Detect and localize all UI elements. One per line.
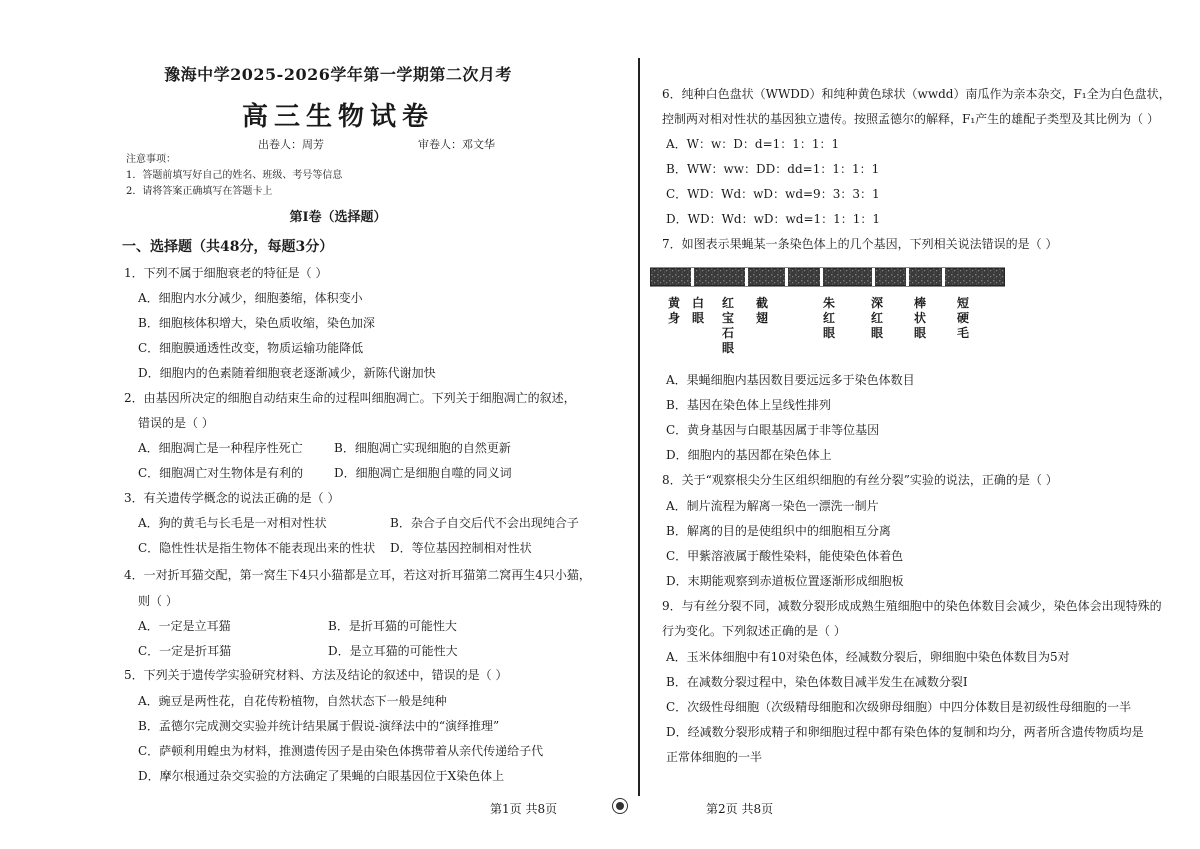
question-7-option-b: B．基因在染色体上呈线性排列 [666, 398, 831, 412]
question-9-option-a: A．玉米体细胞中有10对染色体，经减数分裂后，卵细胞中染色体数目为5对 [666, 650, 1070, 664]
question-8-option-c: C．甲紫溶液属于酸性染料，能使染色体着色 [666, 549, 904, 563]
column-divider [638, 58, 640, 796]
question-6-option-c: C．WD：Wd：wD：wd=9：3：3：1 [666, 187, 880, 201]
question-8-stem: 8．关于“观察根尖分生区组织细胞的有丝分裂”实验的说法，正确的是（ ） [662, 473, 1058, 487]
question-5-option-c: C．萨顿利用蝗虫为材料，推测遗传因子是由染色体携带着从亲代传递给子代 [138, 744, 544, 758]
question-9-stem: 9．与有丝分裂不同，减数分裂形成成熟生殖细胞中的染色体数目会减少，染色体会出现特殊的 [662, 599, 1162, 613]
question-8-option-a: A．制片流程为解离一染色一漂洗一制片 [666, 499, 879, 513]
question-4-option-a: A．一定是立耳猫 [138, 619, 231, 633]
question-3-option-c: C．隐性性状是指生物体不能表现出来的性状 [138, 541, 376, 555]
question-3-option-b: B．杂合子自交后代不会出现纯合子 [390, 516, 579, 530]
gene-label-ruby-eye: 红宝石眼 [721, 296, 734, 355]
question-2-option-d: D．细胞凋亡是细胞自噬的同义词 [334, 466, 512, 480]
question-9-option-c: C．次级性母细胞（次级精母细胞和次级卵母细胞）中四分体数目是初级性母细胞的一半 [666, 700, 1132, 714]
question-7-option-c: C．黄身基因与白眼基因属于非等位基因 [666, 423, 880, 437]
question-6-option-b: B．WW：ww：DD：dd=1：1：1：1 [666, 162, 880, 176]
question-9-stem-cont: 行为变化。下列叙述正确的是（ ） [662, 624, 846, 638]
chromosome-bar [650, 267, 1005, 287]
gene-label-yellow-body: 黄身 [667, 296, 680, 325]
question-7-option-d: D．细胞内的基因都在染色体上 [666, 448, 832, 462]
setter: 出卷人：周芳 [258, 138, 324, 151]
section-title: 一、选择题（共48分，每题3分） [122, 239, 334, 255]
question-1-option-d: D．细胞内的色素随着细胞衰老逐渐减少，新陈代谢加快 [138, 366, 436, 380]
question-7-stem: 7．如图表示果蝇某一条染色体上的几个基因，下列相关说法错误的是（ ） [662, 237, 1058, 251]
school-title: 豫海中学2025-2026学年第一学期第二次月考 [164, 65, 512, 84]
question-3-option-a: A．狗的黄毛与长毛是一对相对性状 [138, 516, 327, 530]
question-9-option-d-cont: 正常体细胞的一半 [666, 750, 763, 764]
reviewer: 审卷人：邓文华 [418, 138, 495, 151]
question-4-option-b: B．是折耳猫的可能性大 [328, 619, 457, 633]
question-2-option-a: A．细胞凋亡是一种程序性死亡 [138, 441, 303, 455]
question-4-stem-cont: 则（ ） [138, 594, 178, 608]
question-1-option-b: B．细胞核体积增大，染色质收缩，染色加深 [138, 316, 375, 330]
chromosome-figure [650, 267, 1005, 287]
notice-item-1: 1．答题前填写好自己的姓名、班级、考号等信息 [126, 170, 343, 181]
question-5-stem: 5．下列关于遗传学实验研究材料、方法及结论的叙述中，错误的是（ ） [124, 668, 508, 682]
gene-label-vermilion-eye: 朱红眼 [822, 296, 835, 340]
gene-label-bar-eye: 棒状眼 [913, 296, 926, 340]
copyright-circle-icon [612, 798, 628, 814]
gene-label-carmine-eye: 深红眼 [870, 296, 883, 340]
question-8-option-b: B．解离的目的是使组织中的细胞相互分离 [666, 524, 891, 538]
question-4-stem: 4．一对折耳猫交配，第一窝生下4只小猫都是立耳，若这对折耳猫第二窝再生4只小猫， [124, 568, 591, 582]
question-3-stem: 3．有关遗传学概念的说法正确的是（ ） [124, 491, 340, 505]
gene-band-1 [691, 268, 694, 286]
question-6-stem-cont: 控制两对相对性状的基因独立遗传。按照孟德尔的解释，F₁产生的雄配子类型及其比例为（ ） [662, 112, 1159, 126]
question-9-option-b: B．在减数分裂过程中，染色体数目减半发生在减数分裂I [666, 675, 968, 689]
gene-label-cut-wing: 截翅 [755, 296, 768, 325]
exam-title: 高三生物试卷 [241, 102, 434, 132]
footer-page-left: 第1页 共8页 [490, 802, 558, 816]
footer-page-right: 第2页 共8页 [706, 802, 774, 816]
gene-band-6 [906, 268, 909, 286]
gene-band-2 [745, 268, 748, 286]
question-7-option-a: A．果蝇细胞内基因数目要远远多于染色体数目 [666, 373, 915, 387]
question-6-option-a: A．W：w：D：d=1：1：1：1 [666, 137, 840, 151]
gene-band-5 [872, 268, 875, 286]
question-8-option-d: D．末期能观察到赤道板位置逐渐形成细胞板 [666, 574, 904, 588]
question-1-option-c: C．细胞膜通透性改变，物质运输功能降低 [138, 341, 364, 355]
question-5-option-a: A．豌豆是两性花，自花传粉植物，自然状态下一般是纯种 [138, 694, 447, 708]
question-5-option-d: D．摩尔根通过杂交实验的方法确定了果蝇的白眼基因位于X染色体上 [138, 769, 505, 783]
notice-heading: 注意事项： [126, 154, 176, 165]
question-1-option-a: A．细胞内水分减少，细胞萎缩，体积变小 [138, 291, 363, 305]
question-2-stem-cont: 错误的是（ ） [138, 416, 214, 430]
question-2-option-b: B．细胞凋亡实现细胞的自然更新 [334, 441, 511, 455]
question-4-option-c: C．一定是折耳猫 [138, 644, 232, 658]
question-4-option-d: D．是立耳猫的可能性大 [328, 644, 458, 658]
part-title: 第I卷（选择题） [289, 210, 387, 225]
gene-band-4 [820, 268, 823, 286]
notice-item-2: 2．请将答案正确填写在答题卡上 [126, 186, 273, 197]
question-2-stem: 2．由基因所决定的细胞自动结束生命的过程叫细胞凋亡。下列关于细胞凋亡的叙述， [124, 391, 576, 405]
gene-label-short-bristle: 短硬毛 [956, 296, 969, 340]
gene-band-3 [785, 268, 788, 286]
question-5-option-b: B．孟德尔完成测交实验并统计结果属于假说-演绎法中的“演绎推理” [138, 719, 500, 733]
question-6-option-d: D．WD：Wd：wD：wd=1：1：1：1 [666, 212, 881, 226]
gene-label-white-eye: 白眼 [691, 296, 704, 325]
question-3-option-d: D．等位基因控制相对性状 [390, 541, 532, 555]
question-9-option-d: D．经减数分裂形成精子和卵细胞过程中都有染色体的复制和均分，两者所含遗传物质均是 [666, 725, 1144, 739]
gene-band-7 [942, 268, 945, 286]
question-1-stem: 1．下列不属于细胞衰老的特征是（ ） [124, 266, 328, 280]
question-6-stem: 6．纯种白色盘状（WWDD）和纯种黄色球状（wwdd）南瓜作为亲本杂交，F₁全为白色盘状， [662, 87, 1171, 101]
question-2-option-c: C．细胞凋亡对生物体是有利的 [138, 466, 304, 480]
